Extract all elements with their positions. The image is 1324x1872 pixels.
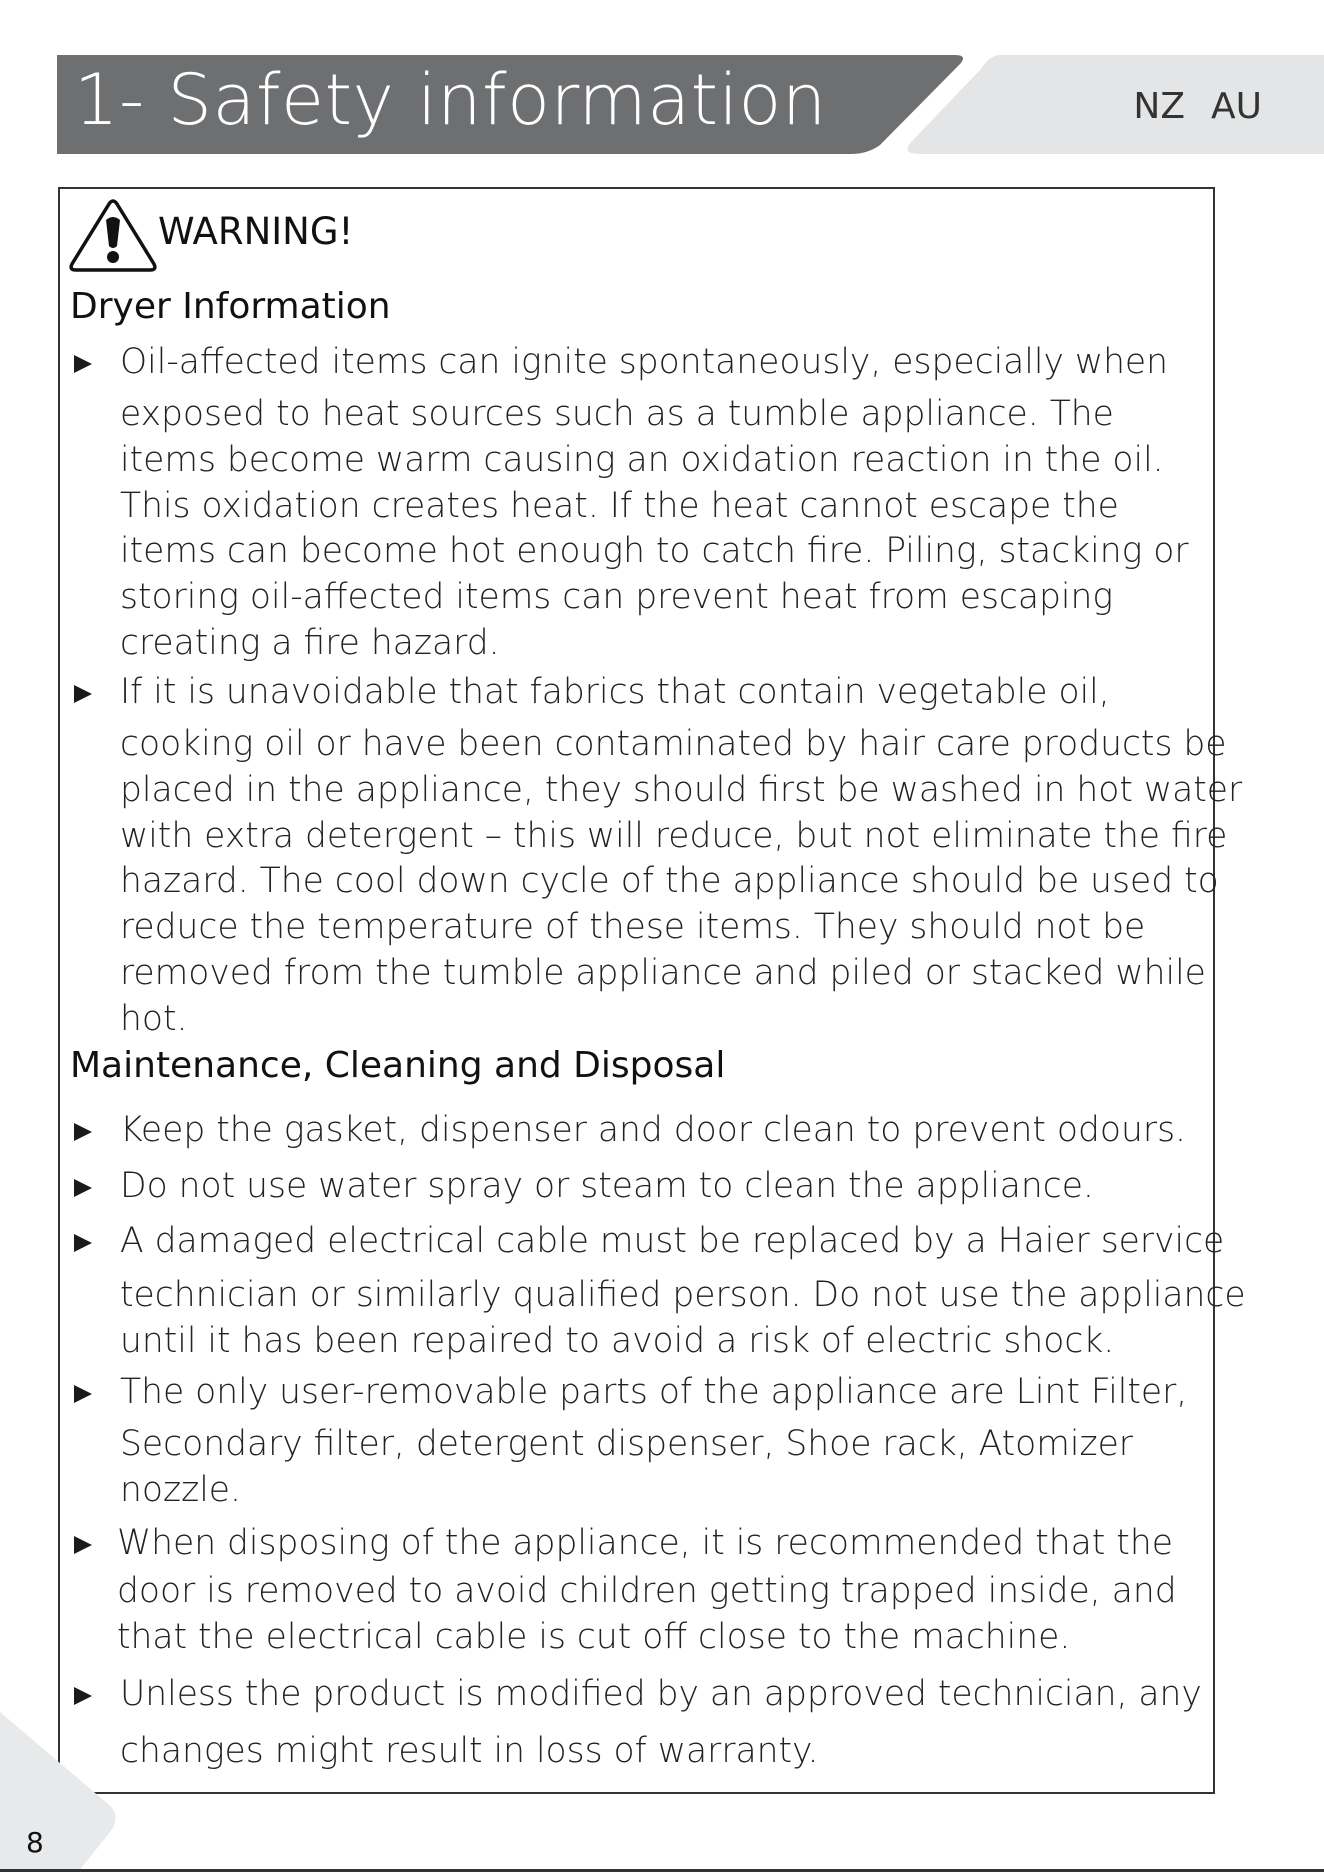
list-item-line: A damaged electrical cable must be replaced by a Haier service (120, 1221, 1225, 1261)
list-item-line: If it is unavoidable that fabrics that contain vegetable oil, (120, 672, 1110, 712)
list-item-line: nozzle. (120, 1470, 241, 1510)
list-item-line: technician or similarly qualified person. Do not use the appliance (120, 1275, 1246, 1315)
list-item-line: Do not use water spray or steam to clean the appliance. (120, 1166, 1094, 1206)
bullet-arrow-icon (74, 1536, 92, 1554)
corner-decoration (0, 1712, 130, 1872)
region-au: AU (1211, 86, 1262, 127)
list-item-line: removed from the tumble appliance and piled or stacked while (120, 953, 1206, 993)
section-heading-dryer: Dryer Information (70, 286, 391, 327)
bullet-arrow-icon (74, 1234, 92, 1252)
list-item-line: When disposing of the appliance, it is recommended that the (117, 1523, 1173, 1563)
section-heading-maintenance: Maintenance, Cleaning and Disposal (70, 1045, 726, 1086)
bullet-arrow-icon (74, 685, 92, 703)
list-item-line: Unless the product is modified by an approved technician, any (120, 1674, 1202, 1714)
list-item-line: exposed to heat sources such as a tumble appliance. The (120, 394, 1114, 434)
list-item-line: placed in the appliance, they should first be washed in hot water (120, 770, 1243, 810)
warning-triangle-icon (66, 198, 160, 272)
list-item-line: changes might result in loss of warranty. (120, 1731, 819, 1771)
list-item-line: hot. (120, 999, 188, 1039)
list-item-line: Secondary filter, detergent dispenser, Shoe rack, Atomizer (120, 1424, 1133, 1464)
list-item-line: The only user-removable parts of the appliance are Lint Filter, (120, 1372, 1188, 1412)
bullet-arrow-icon (74, 1123, 92, 1141)
list-item-line: reduce the temperature of these items. They should not be (120, 907, 1146, 947)
bullet-arrow-icon (74, 1385, 92, 1403)
warning-label: WARNING! (158, 210, 354, 253)
region-labels (1107, 86, 1262, 127)
list-item-line: Oil-affected items can ignite spontaneously, especially when (120, 342, 1169, 382)
page-title: 1- Safety information (74, 59, 827, 141)
list-item-line: Keep the gasket, dispenser and door clean to prevent odours. (120, 1110, 1187, 1150)
bullet-arrow-icon (74, 355, 92, 373)
list-item-line: cooking oil or have been contaminated by hair care products be (120, 724, 1227, 764)
list-item-line: that the electrical cable is cut off close to the machine. (117, 1617, 1071, 1657)
list-item-line: This oxidation creates heat. If the heat cannot escape the (120, 486, 1119, 526)
bullet-arrow-icon (74, 1179, 92, 1197)
bullet-arrow-icon (74, 1687, 92, 1705)
list-item-line: storing oil-affected items can prevent heat from escaping (120, 577, 1114, 617)
list-item-line: until it has been repaired to avoid a risk of electric shock. (120, 1321, 1115, 1361)
list-item-line: hazard. The cool down cycle of the appliance should be used to (120, 861, 1219, 901)
page-number: 8 (26, 1826, 44, 1859)
list-item-line: with extra detergent – this will reduce, but not eliminate the fire (120, 816, 1228, 856)
list-item-line: items can become hot enough to catch fire. Piling, stacking or (120, 531, 1189, 571)
list-item-line: items become warm causing an oxidation reaction in the oil. (120, 440, 1164, 480)
region-nz: NZ (1133, 86, 1186, 127)
list-item-line: door is removed to avoid children getting trapped inside, and (117, 1571, 1177, 1611)
list-item-line: creating a fire hazard. (120, 623, 500, 663)
